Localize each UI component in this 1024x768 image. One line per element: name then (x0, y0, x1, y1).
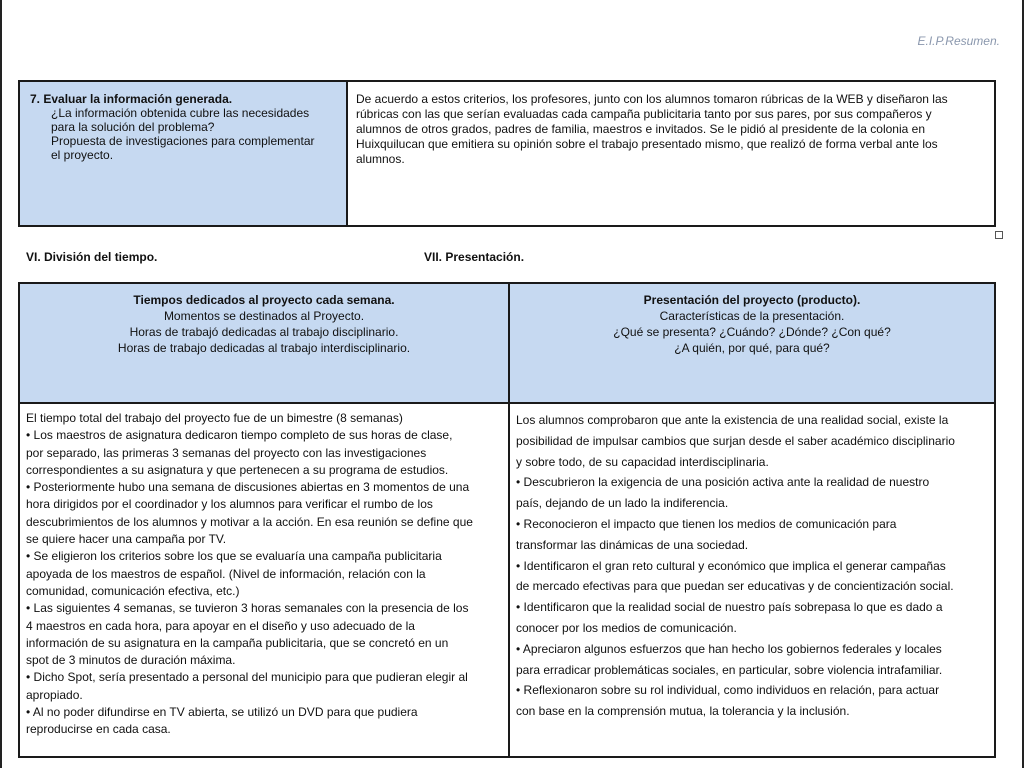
presentation-body-line: Los alumnos comprobaron que ante la existencia de una realidad social, existe la (516, 413, 949, 427)
time-presentation-table (18, 282, 996, 758)
time-body-line: spot de 3 minutos de duración máxima. (26, 653, 236, 668)
time-body-line: reproducirse en cada casa. (26, 722, 171, 737)
presentation-body-line: • Apreciaron algunos esfuerzos que han hecho los gobiernos federales y locales (516, 641, 942, 656)
presentation-header-cell (510, 284, 994, 402)
presentation-heading: VII. Presentación. (424, 250, 525, 264)
evaluation-response-cell (348, 82, 994, 225)
presentation-body-line: y sobre todo, de su capacidad interdisciplinaria. (516, 454, 769, 469)
time-body-line: correspondientes a su asignatura y que pertenecen a su programa de estudios. (26, 462, 449, 477)
time-body-line: se quiere hacer una campaña por TV. (26, 532, 227, 547)
presentation-body-line: conocer por los medios de comunicación. (516, 620, 737, 635)
presentation-body-line: • Descubrieron la exigencia de una posición activa ante la realidad de nuestro (516, 475, 930, 490)
presentation-header-line: ¿A quién, por qué, para qué? (674, 341, 830, 355)
presentation-header-line: Características de la presentación. (659, 309, 845, 323)
document-header-mark: E.I.P.Resumen. (917, 34, 1000, 48)
time-body-line: • Se eligieron los criterios sobre los que se evaluaría una campaña publicitaria (26, 549, 442, 564)
time-body-line: comunidad, comunicación efectiva, etc.) (26, 583, 240, 598)
presentation-header-line: ¿Qué se presenta? ¿Cuándo? ¿Dónde? ¿Con qué? (613, 325, 891, 339)
time-body-line: hora dirigidos por el coordinador y los alumnos para verificar el rumbo de los (26, 497, 433, 512)
time-body-line: descubrimientos de los alumnos y motivar a la acción. En esa reunión se define que (26, 514, 473, 529)
time-body-line: El tiempo total del trabajo del proyecto fue de un bimestre (8 semanas) (26, 411, 403, 425)
evaluation-table (18, 80, 996, 227)
page-left-border (0, 0, 2, 768)
presentation-body-line: • Reflexionaron sobre su rol individual, como individuos en relación, para actuar (516, 683, 940, 698)
response-line: Huixquilucan que emitiera su opinión sobre el trabajo presentado mismo, que realizó de forma verbal ante los (356, 137, 938, 151)
presentation-body-line: de mercado efectivas para que puedan ser educativas y de concientización social. (516, 579, 954, 594)
presentation-body-line: país, dejando de un lado la indiferencia. (516, 496, 729, 511)
response-line: rúbricas con las que serían evaluadas cada campaña publicitaria tanto por sus pares, por sus compañeros y (356, 107, 932, 121)
table-resize-handle[interactable] (995, 231, 1003, 239)
time-header-cell (20, 284, 510, 402)
presentation-body-line: transformar las dinámicas de una sociedad. (516, 537, 749, 552)
time-body-line: información de su asignatura en la campaña publicitaria, que se concretó en un (26, 635, 449, 650)
time-body-line: • Al no poder difundirse en TV abierta, se utilizó un DVD para que pudiera (26, 705, 418, 720)
presentation-body-cell (510, 402, 994, 756)
time-header-line: Momentos se destinados al Proyecto. (163, 309, 365, 323)
time-body-line: • Los maestros de asignatura dedicaron tiempo completo de sus horas de clase, (26, 428, 453, 443)
presentation-header-title: Presentación del proyecto (producto). (643, 293, 861, 307)
time-body-line: 4 maestros en cada hora, para apoyar en el diseño y uso adecuado de la (26, 618, 415, 633)
time-body-line: • Posteriormente hubo una semana de discusiones abiertas en 3 momentos de una (26, 480, 470, 495)
evaluation-line: el proyecto. (51, 148, 114, 162)
evaluation-title: 7. Evaluar la información generada. (30, 92, 233, 106)
response-line: alumnos de otros grados, padres de familia, maestros e invitados. Se le pidió al presidente de la colonia en (356, 122, 925, 136)
division-heading: VI. División del tiempo. (26, 250, 158, 264)
time-body-line: • Dicho Spot, sería presentado a personal del municipio para que pudieran elegir al (26, 670, 468, 685)
evaluation-line: ¿La información obtenida cubre las necesidades (51, 106, 310, 120)
time-body-line: apropiado. (26, 687, 83, 702)
response-line: alumnos. (356, 152, 405, 166)
evaluation-line: Propuesta de investigaciones para complementar (51, 134, 315, 148)
time-body-line: por separado, las primeras 3 semanas del proyecto con las investigaciones (26, 445, 427, 460)
presentation-body-line: • Reconocieron el impacto que tienen los medios de comunicación para (516, 516, 897, 531)
time-header-title: Tiempos dedicados al proyecto cada semana. (133, 293, 395, 307)
time-body-line: • Las siguientes 4 semanas, se tuvieron 3 horas semanales con la presencia de los (26, 601, 469, 616)
presentation-body-line: posibilidad de impulsar cambios que surjan desde el saber académico disciplinario (516, 433, 955, 448)
response-line: De acuerdo a estos criterios, los profesores, junto con los alumnos tomaron rúbricas de la WEB y diseñaron las (356, 92, 948, 106)
evaluation-criteria-cell (20, 82, 348, 225)
time-body-cell (20, 402, 510, 756)
evaluation-line: para la solución del problema? (51, 120, 215, 134)
presentation-body-line: para erradicar problemáticas sociales, en particular, sobre violencia intrafamiliar. (516, 662, 943, 677)
time-header-line: Horas de trabajo dedicadas al trabajo interdisciplinario. (117, 341, 411, 355)
presentation-body-line: con base en la comprensión mutua, la tolerancia y la inclusión. (516, 704, 850, 719)
time-header-line: Horas de trabajó dedicadas al trabajo disciplinario. (129, 325, 399, 339)
presentation-body-line: • Identificaron que la realidad social de nuestro país sobrepasa lo que es dado a (516, 600, 943, 615)
presentation-body-line: • Identificaron el gran reto cultural y económico que implica el generar campañas (516, 558, 946, 573)
time-body-line: apoyada de los maestros de español. (Nivel de información, relación con la (26, 566, 426, 581)
